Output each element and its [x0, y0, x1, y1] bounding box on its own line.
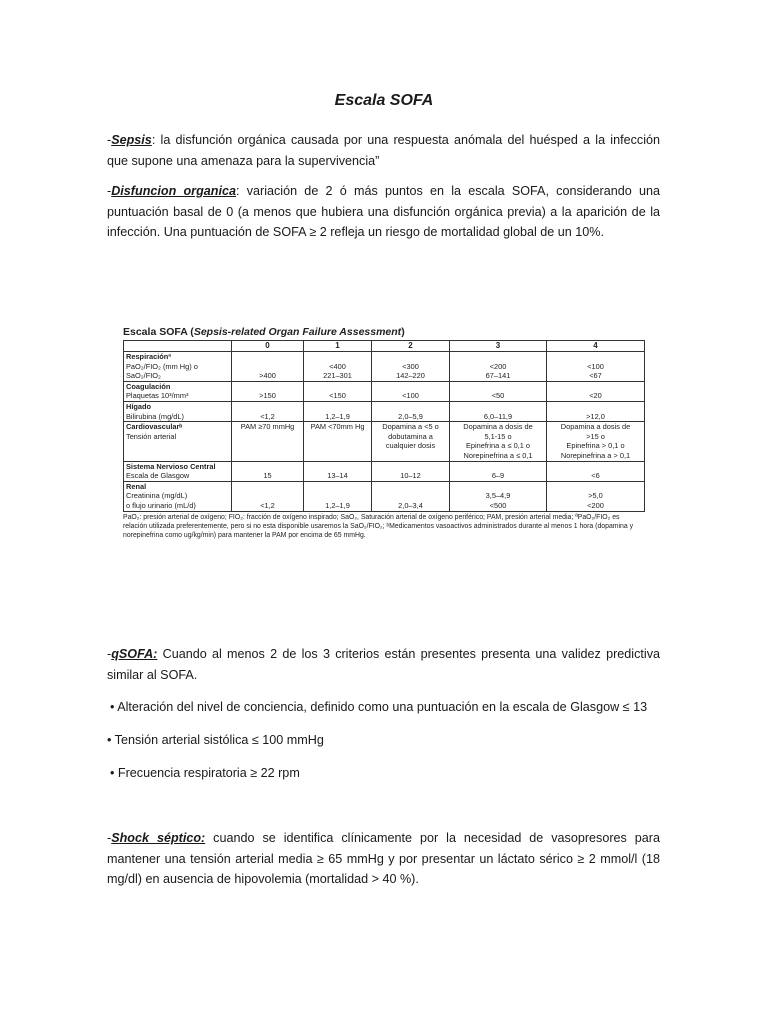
- qsofa-paragraph: -qSOFA: Cuando al menos 2 de los 3 criterios están presentes presenta una validez predictiva similar al SOFA.: [107, 647, 660, 682]
- qsofa-criterion-2: • Tensión arterial sistólica ≤ 100 mmHg: [107, 733, 324, 747]
- header-score-1: 1: [304, 341, 372, 352]
- qsofa-criterion-3: • Frecuencia respiratoria ≥ 22 rpm: [110, 766, 300, 780]
- sofa-cell-score-2: 2,0–5,9: [372, 401, 450, 421]
- sofa-cell-score-4: <100 <67: [547, 352, 645, 382]
- sofa-cell-score-3: 6,0–11,9: [450, 401, 547, 421]
- sepsis-definition: : la disfunción orgánica causada por una respuesta anómala del huésped a la infección que supone una amenaza para la supervivencia”: [107, 133, 660, 168]
- disfuncion-term: Disfuncion organica: [111, 184, 236, 198]
- sofa-row-label: [124, 461, 232, 481]
- shock-term: Shock séptico:: [111, 831, 206, 845]
- header-score-3: 3: [450, 341, 547, 352]
- sofa-cell-score-0: 15: [232, 461, 304, 481]
- sofa-cell-score-1: 13–14: [304, 461, 372, 481]
- sofa-cell-score-1: <150: [304, 381, 372, 401]
- disfuncion-definition: : variación de 2 ó más puntos en la escala SOFA, considerando una puntuación basal de 0 (a menos que hubiera una disfunción orgánica previa) a la aparición de la infección. Una puntuación de SOFA ≥ 2 refleja un riesgo de mortalidad global de un 10%.: [107, 184, 660, 239]
- sofa-system-name: Sistema Nervioso Central: [126, 461, 216, 471]
- sofa-cell-score-3: <200 67–141: [450, 352, 547, 382]
- sofa-cell-score-2: 2,0–3,4: [372, 481, 450, 511]
- header-score-0: 0: [232, 341, 304, 352]
- sofa-table-title: Escala SOFA (Sepsis-related Organ Failure Assessment): [123, 326, 405, 338]
- header-score-2: 2: [372, 341, 450, 352]
- sofa-system-name: Renal: [126, 481, 147, 491]
- sofa-cell-score-0: >400: [232, 352, 304, 382]
- sofa-cell-score-4: >5,0 <200: [547, 481, 645, 511]
- qsofa-term: qSOFA:: [111, 647, 158, 661]
- page-title: Escala SOFA: [334, 92, 434, 109]
- sofa-table-body: [124, 352, 645, 512]
- sofa-row-label: [124, 401, 232, 421]
- sepsis-paragraph: -Sepsis: la disfunción orgánica causada por una respuesta anómala del huésped a la infección que supone una amenaza para la supervivencia”: [107, 133, 660, 168]
- sofa-cell-score-1: <400 221–301: [304, 352, 372, 382]
- sofa-cell-score-1: 1,2–1,9: [304, 401, 372, 421]
- sofa-cell-score-1: 1,2–1,9: [304, 481, 372, 511]
- sepsis-term: Sepsis: [111, 133, 152, 147]
- sofa-parameter: Tensión arterial: [126, 431, 177, 441]
- sofa-row: [124, 422, 645, 461]
- sofa-parameter: Bilirubina (mg/dL): [126, 411, 184, 421]
- sofa-cell-score-0: PAM ≥70 mmHg: [232, 422, 304, 461]
- sofa-row: [124, 461, 645, 481]
- sofa-parameter: Escala de Glasgow: [126, 471, 190, 481]
- sofa-cell-score-3: 6–9: [450, 461, 547, 481]
- sofa-row: [124, 381, 645, 401]
- sofa-cell-score-4: >12,0: [547, 401, 645, 421]
- sofa-row-label: [124, 481, 232, 511]
- sofa-cell-score-2: <100: [372, 381, 450, 401]
- sofa-row-label: [124, 352, 232, 382]
- sofa-system-name: Cardiovascularᵇ: [126, 422, 183, 432]
- qsofa-criterion-1: • Alteración del nivel de conciencia, definido como una puntuación en la escala de Glasgow ≤ 13: [110, 700, 648, 714]
- sofa-row: [124, 352, 645, 382]
- sofa-parameter: Plaquetas 10³/mm³: [126, 391, 189, 401]
- shock-paragraph: -Shock séptico: cuando se identifica clínicamente por la necesidad de vasopresores para mantener una tensión arterial media ≥ 65 mmHg y por presentar un láctato sérico ≥ 2 mmol/l (18 mg/dl) en ausencia de hipovolemia (mortalidad > 40 %).: [107, 831, 660, 886]
- sofa-system-name: Coagulación: [126, 381, 171, 391]
- sofa-cell-score-4: <20: [547, 381, 645, 401]
- sofa-table-figure: [123, 325, 644, 587]
- sofa-cell-score-0: >150: [232, 381, 304, 401]
- sofa-row: [124, 401, 645, 421]
- sofa-cell-score-1: PAM <70mm Hg: [304, 422, 372, 461]
- sofa-cell-score-0: <1,2: [232, 401, 304, 421]
- sofa-cell-score-2: 10–12: [372, 461, 450, 481]
- sofa-header-row: [124, 341, 645, 352]
- shock-definition: cuando se identifica clínicamente por la necesidad de vasopresores para mantener una tensión arterial media ≥ 65 mmHg y por presentar un láctato sérico ≥ 2 mmol/l (18 mg/dl) en ausencia de hipovolemia (mortalidad > 40 %).: [107, 831, 660, 886]
- sofa-cell-score-2: <300 142–220: [372, 352, 450, 382]
- sofa-table: [123, 340, 645, 512]
- sofa-cell-score-3: 3,5–4,9 <500: [450, 481, 547, 511]
- header-score-4: 4: [547, 341, 645, 352]
- sofa-cell-score-3: <50: [450, 381, 547, 401]
- sofa-cell-score-4: <6: [547, 461, 645, 481]
- disfuncion-paragraph: -Disfuncion organica: variación de 2 ó más puntos en la escala SOFA, considerando una puntuación basal de 0 (a menos que hubiera una disfunción orgánica previa) a la aparición de la infección. Una puntuación de SOFA ≥ 2 refleja un riesgo de mortalidad global de un 10%.: [107, 184, 660, 239]
- header-blank-cell: [124, 341, 232, 352]
- qsofa-definition: Cuando al menos 2 de los 3 criterios están presentes presenta una validez predictiva similar al SOFA.: [107, 647, 660, 682]
- sofa-cell-score-4: Dopamina a dosis de >15 o Epinefrina > 0,1 o Norepinefrina a > 0,1: [547, 422, 645, 461]
- sofa-row-label: [124, 381, 232, 401]
- sofa-cell-score-3: Dopamina a dosis de 5,1-15 o Epinefrina a ≤ 0,1 o Norepinefrina a ≤ 0,1: [450, 422, 547, 461]
- sofa-row: [124, 481, 645, 511]
- sofa-cell-score-0: <1,2: [232, 481, 304, 511]
- sofa-cell-score-2: Dopamina a <5 o dobutamina a cualquier dosis: [372, 422, 450, 461]
- sofa-system-name: Respiraciónª: [126, 352, 172, 361]
- sofa-row-label: [124, 422, 232, 461]
- sofa-parameter: Creatinina (mg/dL) o flujo urinario (mL/d): [126, 491, 196, 510]
- sofa-parameter: PaO₂/FIO₂ (mm Hg) o SaO₂/FIO₂: [126, 361, 198, 381]
- sofa-footnote: PaO₂: presión arterial de oxígeno; FIO₂: fracción de oxígeno inspirado; SaO₂, Saturación arterial de oxígeno periférico; PAM, presión arterial media; ªPaO₂/FIO₂ es relación utilizada preferentemente, pero si no esta disponible usaremos la SaO₂/FIO₂; ᵇMedicamentos vasoactivos administrados durante al menos 1 hora (dopamina y norepinefrina como ug/kg/min) para mantener la PAM por encima de 65 mmHg.: [123, 513, 634, 539]
- sofa-system-name: Hígado: [126, 401, 152, 411]
